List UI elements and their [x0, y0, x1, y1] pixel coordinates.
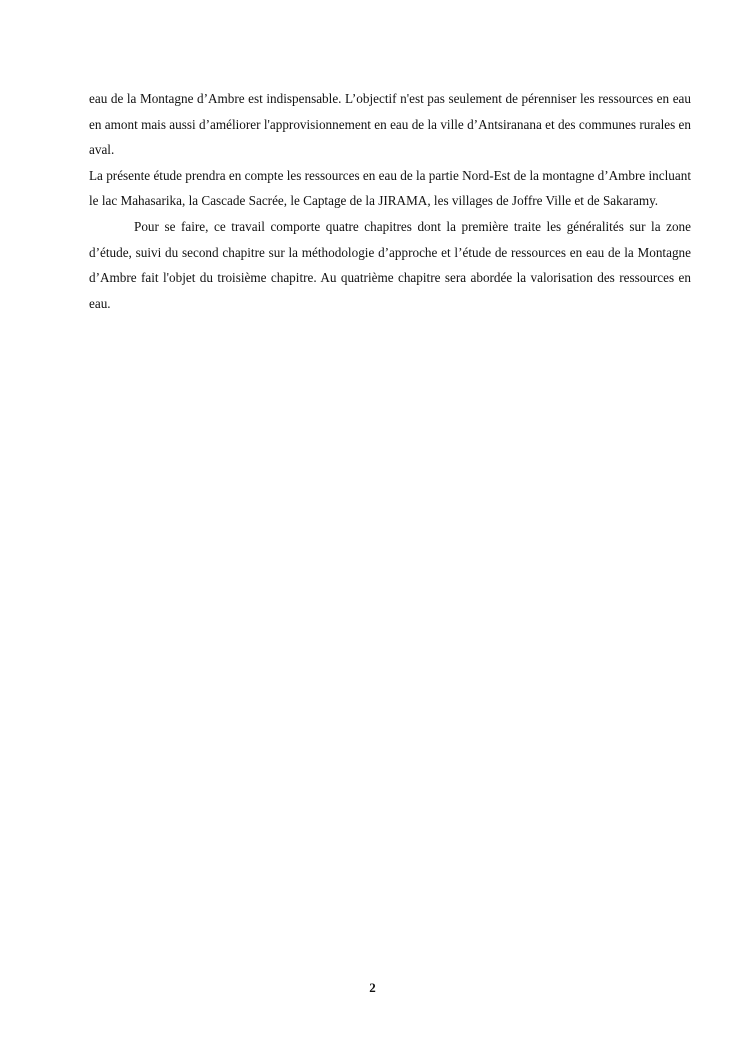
page-number: 2: [369, 980, 376, 995]
body-text: [89, 86, 691, 316]
paragraph-scope: La présente étude prendra en compte les ressources en eau de la partie Nord-Est de la montagne d’Ambre incluant le lac Mahasarika, la Cascade Sacrée, le Captage de la JIRAMA, les villages de Joffre Ville et de Sakaramy.: [89, 167, 691, 209]
paragraph-objective: eau de la Montagne d’Ambre est indispensable. L’objectif n'est pas seulement de pérenniser les ressources en eau en amont mais aussi d’améliorer l'approvisionnement en eau de la ville d’Antsiranana et des communes rurales en aval.: [89, 91, 691, 158]
paragraph-structure: Pour se faire, ce travail comporte quatre chapitres dont la première traite les généralités sur la zone d’étude, suivi du second chapitre sur la méthodologie d’approche et l’étude de ressources en eau de la Montagne d’Ambre fait l'objet du troisième chapitre. Au quatrième chapitre sera abordée la valorisation des ressources en eau.: [89, 218, 691, 311]
